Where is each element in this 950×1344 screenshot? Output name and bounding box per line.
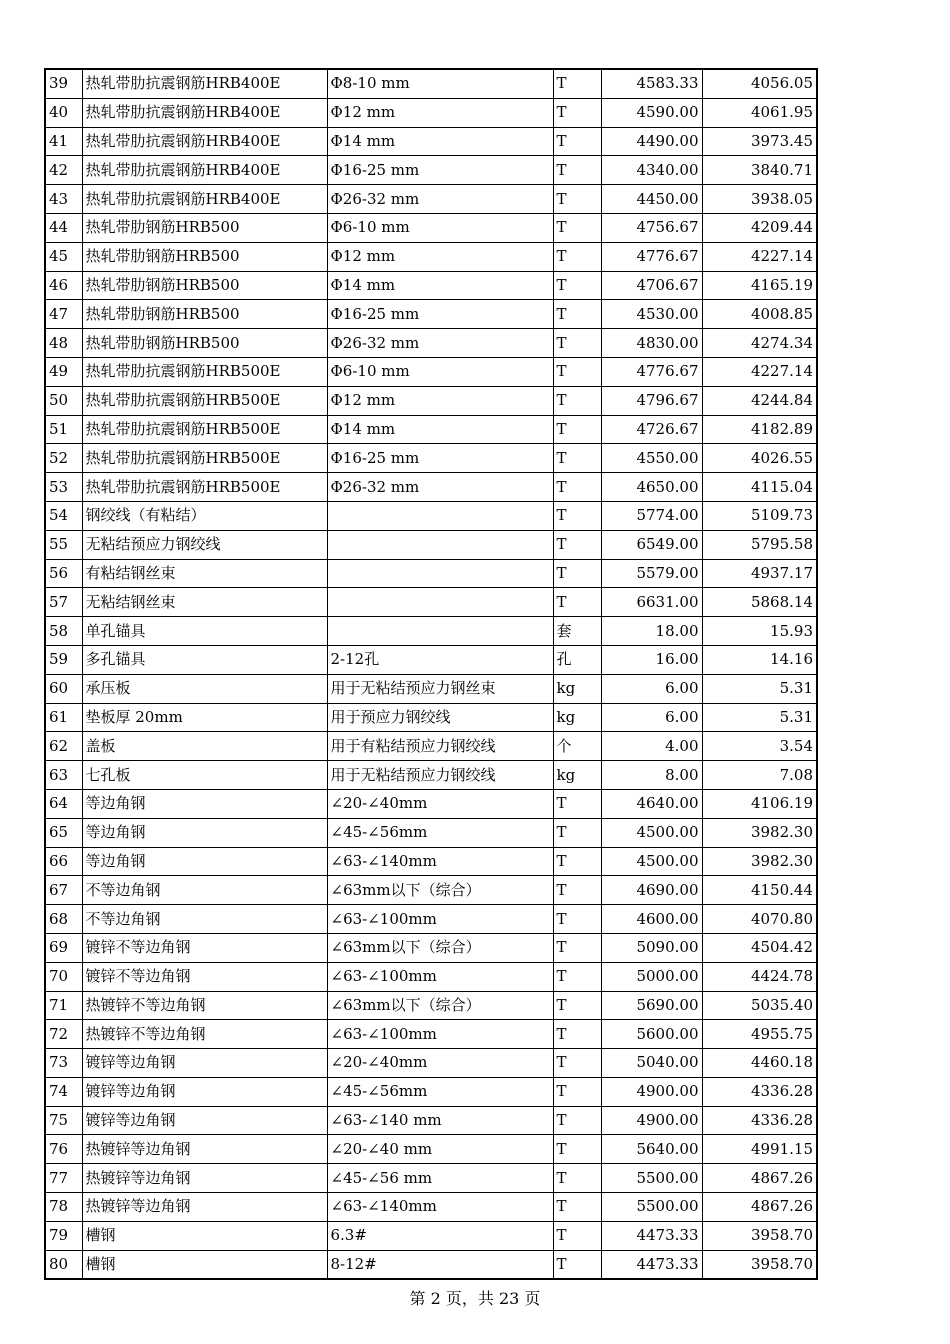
- unit-cell: T: [553, 1020, 601, 1049]
- price-with-tax-cell: 5690.00: [601, 991, 702, 1020]
- row-number-cell: 58: [45, 617, 82, 646]
- price-with-tax-cell: 18.00: [601, 617, 702, 646]
- table-row: [45, 473, 817, 502]
- table-row: [45, 1135, 817, 1164]
- table-row: [45, 415, 817, 444]
- price-without-tax-cell: 4867.26: [702, 1193, 817, 1222]
- price-without-tax-cell: 4867.26: [702, 1164, 817, 1193]
- unit-cell: T: [553, 789, 601, 818]
- price-without-tax-cell: 4209.44: [702, 213, 817, 242]
- unit-cell: T: [553, 271, 601, 300]
- row-number-cell: 78: [45, 1193, 82, 1222]
- material-name-cell: 有粘结钢丝束: [82, 559, 327, 588]
- table-row: [45, 588, 817, 617]
- price-with-tax-cell: 4583.33: [601, 69, 702, 98]
- material-name-cell: 镀锌等边角钢: [82, 1077, 327, 1106]
- price-with-tax-cell: 5500.00: [601, 1164, 702, 1193]
- table-row: [45, 213, 817, 242]
- row-number-cell: 80: [45, 1250, 82, 1279]
- row-number-cell: 48: [45, 329, 82, 358]
- price-without-tax-cell: 4026.55: [702, 444, 817, 473]
- row-number-cell: 79: [45, 1221, 82, 1250]
- unit-cell: T: [553, 588, 601, 617]
- material-name-cell: 承压板: [82, 674, 327, 703]
- price-without-tax-cell: 4504.42: [702, 933, 817, 962]
- unit-cell: T: [553, 991, 601, 1020]
- table-row: [45, 617, 817, 646]
- specification-cell: ∠63-∠100mm: [327, 905, 553, 934]
- price-with-tax-cell: 4340.00: [601, 156, 702, 185]
- specification-cell: Φ12 mm: [327, 242, 553, 271]
- unit-cell: T: [553, 1135, 601, 1164]
- table-row: [45, 1221, 817, 1250]
- price-without-tax-cell: 4056.05: [702, 69, 817, 98]
- unit-cell: T: [553, 933, 601, 962]
- specification-cell: ∠45-∠56mm: [327, 1077, 553, 1106]
- specification-cell: Φ14 mm: [327, 271, 553, 300]
- row-number-cell: 71: [45, 991, 82, 1020]
- price-with-tax-cell: 6631.00: [601, 588, 702, 617]
- specification-cell: [327, 530, 553, 559]
- row-number-cell: 63: [45, 761, 82, 790]
- specification-cell: Φ26-32 mm: [327, 329, 553, 358]
- material-name-cell: 等边角钢: [82, 847, 327, 876]
- row-number-cell: 65: [45, 818, 82, 847]
- price-without-tax-cell: 3840.71: [702, 156, 817, 185]
- material-name-cell: 热轧带肋抗震钢筋HRB500E: [82, 473, 327, 502]
- price-with-tax-cell: 5579.00: [601, 559, 702, 588]
- table-row: [45, 444, 817, 473]
- table-row: [45, 1106, 817, 1135]
- table-row: [45, 271, 817, 300]
- row-number-cell: 66: [45, 847, 82, 876]
- row-number-cell: 73: [45, 1049, 82, 1078]
- price-without-tax-cell: 4460.18: [702, 1049, 817, 1078]
- row-number-cell: 67: [45, 876, 82, 905]
- price-without-tax-cell: 5035.40: [702, 991, 817, 1020]
- unit-cell: T: [553, 876, 601, 905]
- row-number-cell: 55: [45, 530, 82, 559]
- unit-cell: T: [553, 185, 601, 214]
- price-without-tax-cell: 4424.78: [702, 962, 817, 991]
- row-number-cell: 42: [45, 156, 82, 185]
- unit-cell: 个: [553, 732, 601, 761]
- unit-cell: T: [553, 1164, 601, 1193]
- table-row: [45, 847, 817, 876]
- price-without-tax-cell: 3982.30: [702, 818, 817, 847]
- price-without-tax-cell: 3973.45: [702, 127, 817, 156]
- price-without-tax-cell: 4336.28: [702, 1106, 817, 1135]
- unit-cell: T: [553, 1077, 601, 1106]
- material-name-cell: 钢绞线（有粘结）: [82, 501, 327, 530]
- specification-cell: ∠45-∠56 mm: [327, 1164, 553, 1193]
- row-number-cell: 43: [45, 185, 82, 214]
- material-name-cell: 槽钢: [82, 1250, 327, 1279]
- price-with-tax-cell: 4600.00: [601, 905, 702, 934]
- unit-cell: T: [553, 242, 601, 271]
- material-name-cell: 镀锌不等边角钢: [82, 962, 327, 991]
- price-without-tax-cell: 5.31: [702, 703, 817, 732]
- price-without-tax-cell: 4008.85: [702, 300, 817, 329]
- price-table: [44, 68, 818, 1280]
- specification-cell: ∠20-∠40mm: [327, 789, 553, 818]
- table-row: [45, 703, 817, 732]
- specification-cell: ∠63-∠100mm: [327, 1020, 553, 1049]
- price-with-tax-cell: 4706.67: [601, 271, 702, 300]
- unit-cell: T: [553, 847, 601, 876]
- table-row: [45, 818, 817, 847]
- material-name-cell: 热轧带肋钢筋HRB500: [82, 329, 327, 358]
- price-with-tax-cell: 5600.00: [601, 1020, 702, 1049]
- price-with-tax-cell: 4490.00: [601, 127, 702, 156]
- specification-cell: Φ14 mm: [327, 127, 553, 156]
- price-without-tax-cell: 4244.84: [702, 386, 817, 415]
- material-name-cell: 热镀锌不等边角钢: [82, 1020, 327, 1049]
- material-name-cell: 镀锌等边角钢: [82, 1106, 327, 1135]
- material-name-cell: 热轧带肋钢筋HRB500: [82, 242, 327, 271]
- price-without-tax-cell: 4227.14: [702, 242, 817, 271]
- specification-cell: 用于无粘结预应力钢丝束: [327, 674, 553, 703]
- material-name-cell: 盖板: [82, 732, 327, 761]
- price-with-tax-cell: 4900.00: [601, 1106, 702, 1135]
- specification-cell: Φ16-25 mm: [327, 156, 553, 185]
- table-row: [45, 185, 817, 214]
- row-number-cell: 72: [45, 1020, 82, 1049]
- price-with-tax-cell: 4726.67: [601, 415, 702, 444]
- table-row: [45, 329, 817, 358]
- price-without-tax-cell: 4955.75: [702, 1020, 817, 1049]
- specification-cell: ∠63mm以下（综合）: [327, 933, 553, 962]
- specification-cell: Φ12 mm: [327, 98, 553, 127]
- specification-cell: 2-12孔: [327, 645, 553, 674]
- price-with-tax-cell: 5090.00: [601, 933, 702, 962]
- table-row: [45, 127, 817, 156]
- material-name-cell: 镀锌不等边角钢: [82, 933, 327, 962]
- material-name-cell: 热镀锌等边角钢: [82, 1164, 327, 1193]
- unit-cell: T: [553, 69, 601, 98]
- price-with-tax-cell: 4473.33: [601, 1250, 702, 1279]
- price-with-tax-cell: 5500.00: [601, 1193, 702, 1222]
- row-number-cell: 57: [45, 588, 82, 617]
- material-name-cell: 热镀锌不等边角钢: [82, 991, 327, 1020]
- material-name-cell: 热镀锌等边角钢: [82, 1135, 327, 1164]
- price-with-tax-cell: 5640.00: [601, 1135, 702, 1164]
- material-name-cell: 不等边角钢: [82, 876, 327, 905]
- unit-cell: kg: [553, 761, 601, 790]
- unit-cell: T: [553, 1049, 601, 1078]
- row-number-cell: 54: [45, 501, 82, 530]
- table-row: [45, 876, 817, 905]
- table-row: [45, 386, 817, 415]
- table-row: [45, 905, 817, 934]
- material-name-cell: 等边角钢: [82, 789, 327, 818]
- row-number-cell: 52: [45, 444, 82, 473]
- price-with-tax-cell: 6.00: [601, 703, 702, 732]
- unit-cell: T: [553, 357, 601, 386]
- unit-cell: T: [553, 1193, 601, 1222]
- price-with-tax-cell: 4796.67: [601, 386, 702, 415]
- unit-cell: T: [553, 213, 601, 242]
- price-with-tax-cell: 4473.33: [601, 1221, 702, 1250]
- material-name-cell: 热轧带肋钢筋HRB500: [82, 300, 327, 329]
- price-without-tax-cell: 4165.19: [702, 271, 817, 300]
- price-without-tax-cell: 3938.05: [702, 185, 817, 214]
- unit-cell: T: [553, 127, 601, 156]
- price-with-tax-cell: 16.00: [601, 645, 702, 674]
- specification-cell: [327, 501, 553, 530]
- table-row: [45, 674, 817, 703]
- price-without-tax-cell: 5109.73: [702, 501, 817, 530]
- material-name-cell: 热轧带肋抗震钢筋HRB500E: [82, 386, 327, 415]
- unit-cell: 孔: [553, 645, 601, 674]
- price-with-tax-cell: 4530.00: [601, 300, 702, 329]
- unit-cell: 套: [553, 617, 601, 646]
- row-number-cell: 77: [45, 1164, 82, 1193]
- material-name-cell: 垫板厚 20mm: [82, 703, 327, 732]
- specification-cell: [327, 588, 553, 617]
- unit-cell: T: [553, 300, 601, 329]
- specification-cell: ∠63-∠140 mm: [327, 1106, 553, 1135]
- unit-cell: T: [553, 818, 601, 847]
- price-without-tax-cell: 4106.19: [702, 789, 817, 818]
- table-row: [45, 1077, 817, 1106]
- specification-cell: Φ16-25 mm: [327, 300, 553, 329]
- material-name-cell: 无粘结预应力钢绞线: [82, 530, 327, 559]
- price-with-tax-cell: 4590.00: [601, 98, 702, 127]
- specification-cell: ∠63-∠100mm: [327, 962, 553, 991]
- unit-cell: T: [553, 386, 601, 415]
- table-row: [45, 69, 817, 98]
- price-with-tax-cell: 4500.00: [601, 818, 702, 847]
- price-with-tax-cell: 4.00: [601, 732, 702, 761]
- specification-cell: [327, 559, 553, 588]
- row-number-cell: 70: [45, 962, 82, 991]
- material-name-cell: 七孔板: [82, 761, 327, 790]
- material-name-cell: 等边角钢: [82, 818, 327, 847]
- row-number-cell: 61: [45, 703, 82, 732]
- row-number-cell: 74: [45, 1077, 82, 1106]
- material-name-cell: 单孔锚具: [82, 617, 327, 646]
- price-with-tax-cell: 4640.00: [601, 789, 702, 818]
- price-without-tax-cell: 4937.17: [702, 559, 817, 588]
- row-number-cell: 60: [45, 674, 82, 703]
- price-without-tax-cell: 5.31: [702, 674, 817, 703]
- material-name-cell: 热轧带肋抗震钢筋HRB500E: [82, 444, 327, 473]
- table-row: [45, 761, 817, 790]
- unit-cell: T: [553, 962, 601, 991]
- row-number-cell: 75: [45, 1106, 82, 1135]
- price-without-tax-cell: 5868.14: [702, 588, 817, 617]
- price-without-tax-cell: 4274.34: [702, 329, 817, 358]
- table-row: [45, 1193, 817, 1222]
- price-with-tax-cell: 4550.00: [601, 444, 702, 473]
- material-name-cell: 热轧带肋抗震钢筋HRB400E: [82, 98, 327, 127]
- price-without-tax-cell: 4115.04: [702, 473, 817, 502]
- material-name-cell: 热镀锌等边角钢: [82, 1193, 327, 1222]
- table-row: [45, 1020, 817, 1049]
- price-without-tax-cell: 4991.15: [702, 1135, 817, 1164]
- unit-cell: T: [553, 501, 601, 530]
- unit-cell: T: [553, 1106, 601, 1135]
- material-name-cell: 多孔锚具: [82, 645, 327, 674]
- specification-cell: [327, 617, 553, 646]
- unit-cell: T: [553, 559, 601, 588]
- row-number-cell: 49: [45, 357, 82, 386]
- row-number-cell: 68: [45, 905, 82, 934]
- row-number-cell: 51: [45, 415, 82, 444]
- material-name-cell: 热轧带肋抗震钢筋HRB400E: [82, 127, 327, 156]
- row-number-cell: 47: [45, 300, 82, 329]
- price-without-tax-cell: 4061.95: [702, 98, 817, 127]
- table-row: [45, 1164, 817, 1193]
- specification-cell: 用于预应力钢绞线: [327, 703, 553, 732]
- price-with-tax-cell: 4776.67: [601, 357, 702, 386]
- row-number-cell: 59: [45, 645, 82, 674]
- material-name-cell: 热轧带肋抗震钢筋HRB400E: [82, 185, 327, 214]
- table-row: [45, 242, 817, 271]
- table-row: [45, 991, 817, 1020]
- specification-cell: Φ14 mm: [327, 415, 553, 444]
- row-number-cell: 46: [45, 271, 82, 300]
- table-row: [45, 300, 817, 329]
- material-name-cell: 热轧带肋抗震钢筋HRB500E: [82, 357, 327, 386]
- unit-cell: kg: [553, 703, 601, 732]
- table-row: [45, 501, 817, 530]
- table-row: [45, 645, 817, 674]
- specification-cell: 用于有粘结预应力钢绞线: [327, 732, 553, 761]
- price-without-tax-cell: 4150.44: [702, 876, 817, 905]
- unit-cell: T: [553, 415, 601, 444]
- table-row: [45, 98, 817, 127]
- price-without-tax-cell: 3982.30: [702, 847, 817, 876]
- specification-cell: Φ8-10 mm: [327, 69, 553, 98]
- table-row: [45, 962, 817, 991]
- specification-cell: 8-12#: [327, 1250, 553, 1279]
- price-without-tax-cell: 3958.70: [702, 1250, 817, 1279]
- row-number-cell: 39: [45, 69, 82, 98]
- price-with-tax-cell: 4690.00: [601, 876, 702, 905]
- unit-cell: T: [553, 1221, 601, 1250]
- row-number-cell: 45: [45, 242, 82, 271]
- price-with-tax-cell: 4830.00: [601, 329, 702, 358]
- price-with-tax-cell: 4450.00: [601, 185, 702, 214]
- table-row: [45, 357, 817, 386]
- unit-cell: T: [553, 1250, 601, 1279]
- price-without-tax-cell: 4070.80: [702, 905, 817, 934]
- price-without-tax-cell: 7.08: [702, 761, 817, 790]
- specification-cell: Φ6-10 mm: [327, 213, 553, 242]
- specification-cell: ∠63-∠140mm: [327, 1193, 553, 1222]
- price-with-tax-cell: 4776.67: [601, 242, 702, 271]
- specification-cell: ∠63-∠140mm: [327, 847, 553, 876]
- unit-cell: T: [553, 98, 601, 127]
- row-number-cell: 40: [45, 98, 82, 127]
- specification-cell: ∠45-∠56mm: [327, 818, 553, 847]
- specification-cell: ∠63mm以下（综合）: [327, 876, 553, 905]
- unit-cell: T: [553, 473, 601, 502]
- row-number-cell: 69: [45, 933, 82, 962]
- unit-cell: T: [553, 444, 601, 473]
- row-number-cell: 53: [45, 473, 82, 502]
- material-name-cell: 槽钢: [82, 1221, 327, 1250]
- material-name-cell: 热轧带肋抗震钢筋HRB500E: [82, 415, 327, 444]
- price-with-tax-cell: 5040.00: [601, 1049, 702, 1078]
- row-number-cell: 56: [45, 559, 82, 588]
- table-row: [45, 1049, 817, 1078]
- specification-cell: Φ12 mm: [327, 386, 553, 415]
- price-table-body: [45, 69, 817, 1279]
- row-number-cell: 64: [45, 789, 82, 818]
- unit-cell: kg: [553, 674, 601, 703]
- table-row: [45, 156, 817, 185]
- price-with-tax-cell: 5774.00: [601, 501, 702, 530]
- row-number-cell: 62: [45, 732, 82, 761]
- price-without-tax-cell: 4336.28: [702, 1077, 817, 1106]
- row-number-cell: 44: [45, 213, 82, 242]
- material-name-cell: 热轧带肋钢筋HRB500: [82, 213, 327, 242]
- table-row: [45, 1250, 817, 1279]
- price-without-tax-cell: 4227.14: [702, 357, 817, 386]
- row-number-cell: 76: [45, 1135, 82, 1164]
- material-name-cell: 不等边角钢: [82, 905, 327, 934]
- price-with-tax-cell: 4900.00: [601, 1077, 702, 1106]
- unit-cell: T: [553, 530, 601, 559]
- page-footer: 第 2 页，共 23 页: [409, 1289, 541, 1308]
- table-row: [45, 732, 817, 761]
- unit-cell: T: [553, 905, 601, 934]
- specification-cell: ∠20-∠40mm: [327, 1049, 553, 1078]
- table-row: [45, 789, 817, 818]
- material-name-cell: 热轧带肋钢筋HRB500: [82, 271, 327, 300]
- specification-cell: Φ26-32 mm: [327, 473, 553, 502]
- specification-cell: 6.3#: [327, 1221, 553, 1250]
- specification-cell: Φ26-32 mm: [327, 185, 553, 214]
- unit-cell: T: [553, 156, 601, 185]
- price-with-tax-cell: 6.00: [601, 674, 702, 703]
- price-with-tax-cell: 6549.00: [601, 530, 702, 559]
- price-with-tax-cell: 4500.00: [601, 847, 702, 876]
- price-with-tax-cell: 5000.00: [601, 962, 702, 991]
- price-without-tax-cell: 15.93: [702, 617, 817, 646]
- price-with-tax-cell: 4650.00: [601, 473, 702, 502]
- specification-cell: 用于无粘结预应力钢绞线: [327, 761, 553, 790]
- table-row: [45, 559, 817, 588]
- material-name-cell: 热轧带肋抗震钢筋HRB400E: [82, 156, 327, 185]
- specification-cell: Φ16-25 mm: [327, 444, 553, 473]
- price-without-tax-cell: 4182.89: [702, 415, 817, 444]
- specification-cell: ∠20-∠40 mm: [327, 1135, 553, 1164]
- price-without-tax-cell: 14.16: [702, 645, 817, 674]
- price-without-tax-cell: 3.54: [702, 732, 817, 761]
- material-name-cell: 热轧带肋抗震钢筋HRB400E: [82, 69, 327, 98]
- unit-cell: T: [553, 329, 601, 358]
- specification-cell: ∠63mm以下（综合）: [327, 991, 553, 1020]
- specification-cell: Φ6-10 mm: [327, 357, 553, 386]
- table-row: [45, 933, 817, 962]
- row-number-cell: 41: [45, 127, 82, 156]
- price-without-tax-cell: 5795.58: [702, 530, 817, 559]
- material-name-cell: 无粘结钢丝束: [82, 588, 327, 617]
- price-with-tax-cell: 8.00: [601, 761, 702, 790]
- price-with-tax-cell: 4756.67: [601, 213, 702, 242]
- row-number-cell: 50: [45, 386, 82, 415]
- table-row: [45, 530, 817, 559]
- price-without-tax-cell: 3958.70: [702, 1221, 817, 1250]
- material-name-cell: 镀锌等边角钢: [82, 1049, 327, 1078]
